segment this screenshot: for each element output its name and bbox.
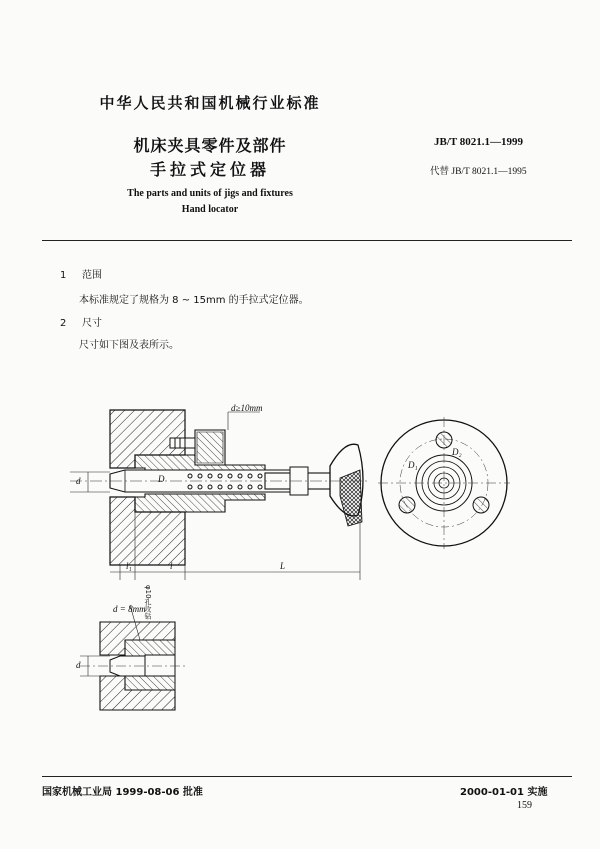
section-2-title: 尺寸 — [82, 318, 102, 329]
page-number: 159 — [517, 800, 532, 811]
label-d-main: d — [76, 476, 81, 486]
main-section-view — [70, 410, 370, 580]
note-d-ge-10mm: d≥10mm — [231, 403, 263, 413]
replaces-standard: 代替 JB/T 8021.1—1995 — [430, 167, 527, 177]
title-english-line-1: The parts and units of jigs and fixtures — [127, 188, 293, 199]
standard-category: 中华人民共和国机械行业标准 — [99, 94, 321, 112]
label-d-small: d — [76, 660, 81, 670]
approval-note: 国家机械工业局 1999-08-06 批准 — [42, 787, 203, 798]
label-l1: l₁ — [126, 561, 132, 571]
note-d-8mm: d = 8mm — [113, 604, 146, 614]
title-chinese-line-2: 手拉式定位器 — [149, 160, 270, 179]
footer-divider — [42, 776, 572, 777]
effective-date: 2000-01-01 实施 — [460, 787, 548, 798]
end-view — [378, 417, 510, 549]
label-D: D — [158, 474, 165, 484]
section-1-number: 1 — [60, 270, 67, 281]
label-D1: D₁ — [408, 460, 418, 470]
section-1-text: 本标准规定了规格为 8 ~ 15mm 的手拉式定位器。 — [79, 295, 309, 306]
label-L: L — [280, 561, 286, 571]
title-chinese-line-1: 机床夹具零件及部件 — [133, 136, 287, 155]
section-1-title: 范围 — [82, 270, 102, 281]
detail-view-small — [80, 605, 185, 710]
standard-number: JB/T 8021.1—1999 — [434, 136, 524, 148]
label-l: l — [170, 561, 173, 571]
label-D2: D₂ — [452, 447, 462, 457]
title-english-line-2: Hand locator — [181, 204, 239, 215]
section-2-text: 尺寸如下图及表所示。 — [79, 340, 179, 351]
section-2-number: 2 — [60, 318, 67, 329]
note-thread-hole: φ10孔攻钻 — [144, 585, 152, 620]
